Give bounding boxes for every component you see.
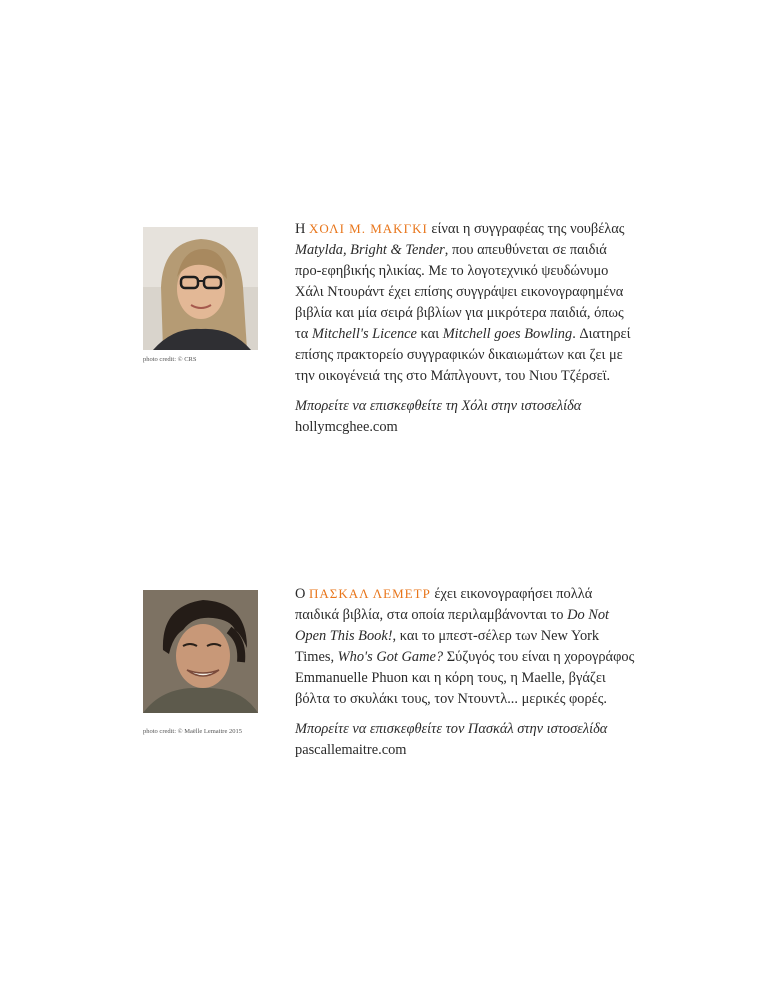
author-name: ΠΑΣΚΑΛ ΛΕΜΕΤΡ: [309, 586, 431, 601]
website-link[interactable]: hollymcghee.com: [295, 419, 398, 435]
book-title: Mitchell goes Bowling: [442, 326, 573, 342]
website-link[interactable]: pascallemaitre.com: [295, 742, 407, 758]
visit-paragraph: [295, 719, 635, 761]
bio-text: έχει εικονογραφήσει πολλά παιδικά βιβλία, στα οποία περιλαμβάνονται το: [295, 586, 593, 623]
book-title: Who's Got Game?: [337, 649, 444, 665]
author-bio-pascal: [295, 583, 635, 761]
author-name: ΧΟΛΙ Μ. ΜΑΚΓΚΙ: [309, 221, 428, 236]
portrait-image: [143, 227, 258, 350]
author-photo-pascal: [143, 590, 258, 713]
book-title: Do Not Open This Book!: [295, 607, 610, 644]
visit-paragraph: [295, 396, 635, 438]
bio-paragraph: [295, 583, 635, 710]
bio-paragraph: [295, 218, 635, 387]
book-title: Matylda, Bright & Tender: [295, 242, 445, 258]
bio-text: . Διατηρεί επίσης πρακτορείο συγγραφικών δικαιωμάτων και ζει με την οικογένειά της στο Μάπλγουντ, του Νιου Τζέρσεϊ.: [295, 326, 631, 384]
visit-text: Μπορείτε να επισκεφθείτε τη Χόλι στην ιστοσελίδα: [295, 398, 582, 414]
bio-text: και: [420, 326, 440, 342]
bio-text: Σύζυγός του είναι η χορογράφος Emmanuelle Phuon και η κόρη τους, η Maelle, βγάζει βόλτα το σκυλάκι τους, τον Ντουντλ... μερικές φορές.: [295, 649, 635, 707]
bio-prefix: Ο: [295, 586, 306, 602]
bio-text: είναι η συγγραφέας της νουβέλας: [431, 221, 625, 237]
bio-prefix: Η: [295, 221, 306, 237]
photo-credit: photo credit: © CRS: [143, 356, 197, 363]
book-title: Mitchell's Licence: [311, 326, 417, 342]
bio-text: , και το μπεστ-σέλερ των New York Times,: [295, 628, 600, 665]
author-photo-holly: [143, 227, 258, 350]
photo-credit: photo credit: © Maëlle Lemaitre 2015: [143, 728, 242, 735]
bio-text: , που απευθύνεται σε παιδιά προ-εφηβικής ηλικίας. Με το λογοτεχνικό ψευδώνυμο Χάλι Ντουράντ έχει επίσης συγγράψει εικονογραφημένα βιβλία και μία σειρά βιβλίων για μικρότερα παιδιά, όπως τα: [295, 242, 624, 342]
visit-text: Μπορείτε να επισκεφθείτε τον Πασκάλ στην ιστοσελίδα: [295, 721, 608, 737]
portrait-image: [143, 590, 258, 713]
author-bio-holly: [295, 218, 635, 438]
